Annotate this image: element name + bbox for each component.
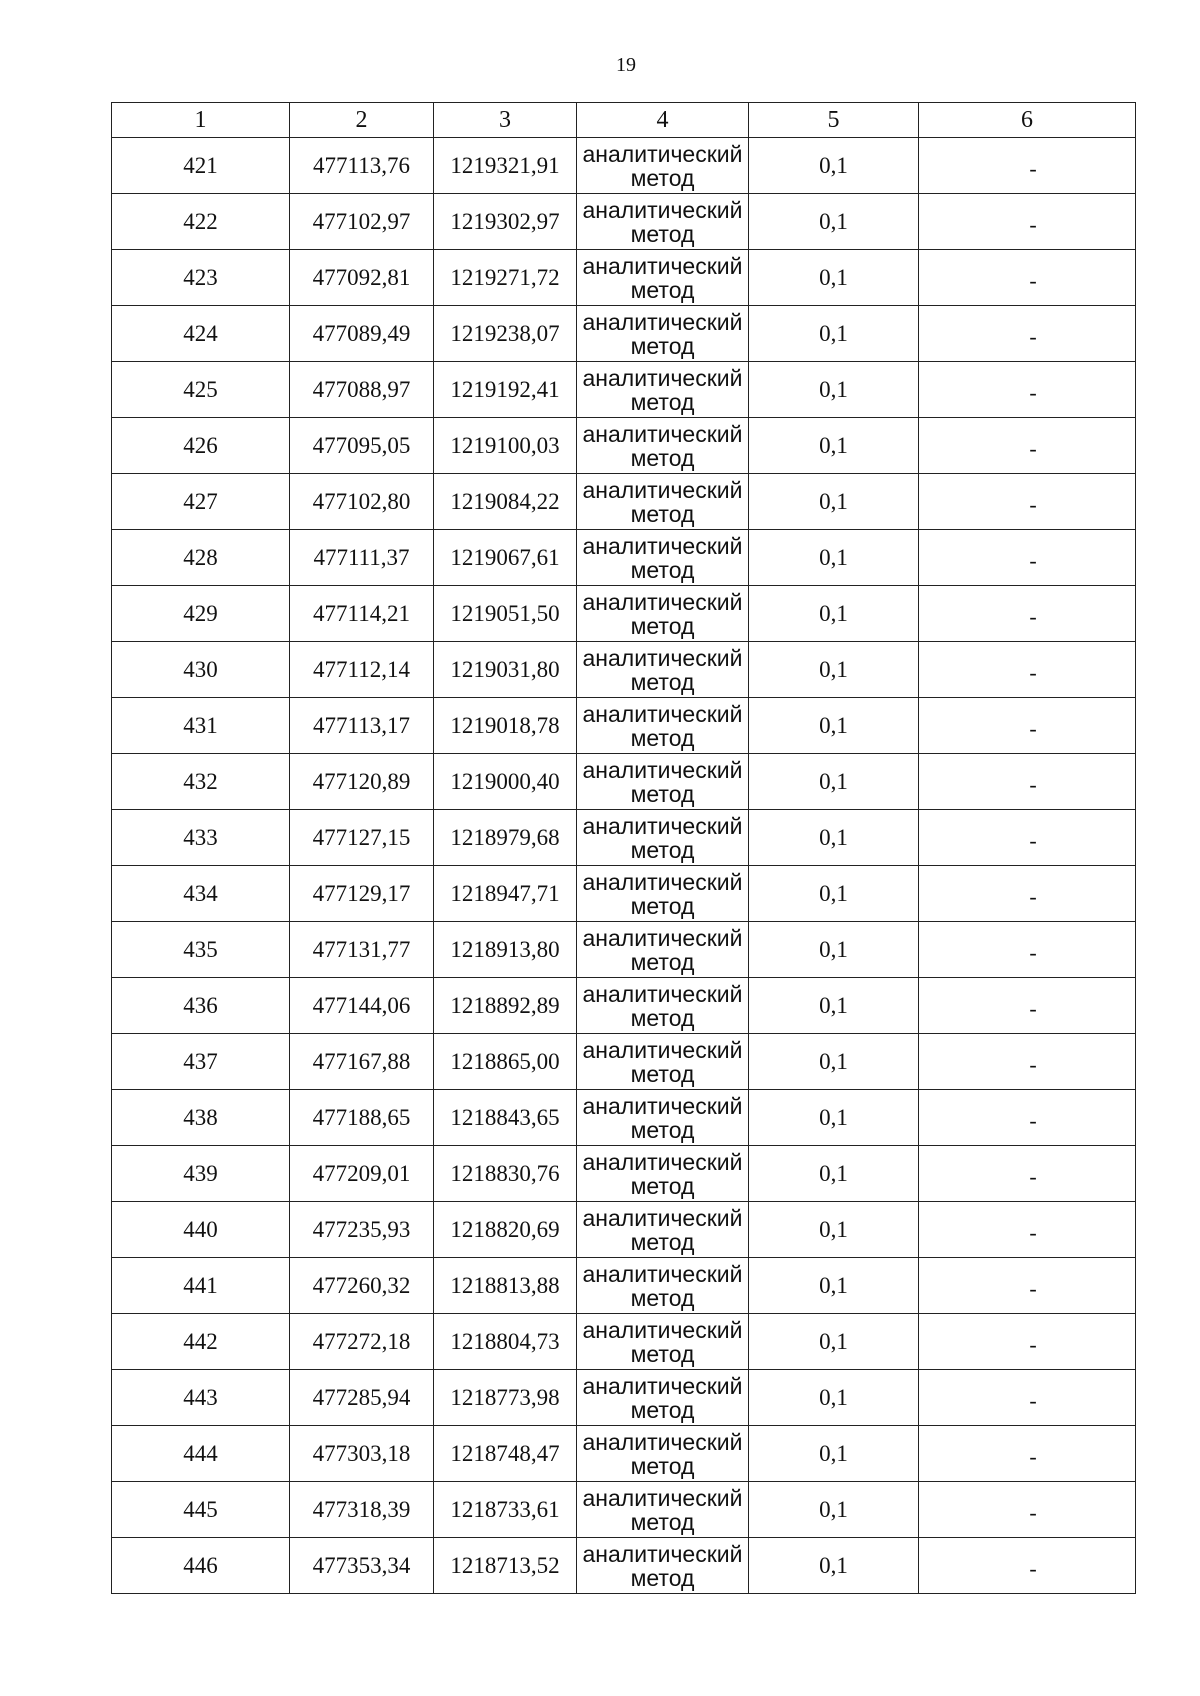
note-text: - [1029,1499,1037,1525]
method-line-1: аналитический [582,196,743,223]
method-line-1: аналитический [582,140,743,167]
method-line-1: аналитический [582,420,743,447]
method-line-2: метод [630,612,695,639]
method-cell [577,194,749,250]
method-line-2: метод [630,276,695,303]
table-row [112,1202,1136,1258]
y-coordinate-cell: 1218773,98 [434,1370,577,1426]
table-row [112,1482,1136,1538]
method-cell [577,306,749,362]
note-cell [919,1482,1136,1538]
method-cell [577,530,749,586]
x-coordinate-cell: 477129,17 [290,866,434,922]
method-line-2: метод [630,1340,695,1367]
accuracy-cell: 0,1 [749,1146,919,1202]
method-line-2: метод [630,836,695,863]
method-cell [577,922,749,978]
method-line-1: аналитический [582,1260,743,1287]
method-cell [577,866,749,922]
accuracy-cell: 0,1 [749,194,919,250]
note-cell [919,1090,1136,1146]
y-coordinate-cell: 1219051,50 [434,586,577,642]
method-line-2: метод [630,1004,695,1031]
note-text: - [1029,995,1037,1021]
method-line-1: аналитический [582,308,743,335]
method-cell [577,1146,749,1202]
accuracy-cell: 0,1 [749,1090,919,1146]
accuracy-cell: 0,1 [749,698,919,754]
note-cell [919,418,1136,474]
table-header-row [112,103,1136,138]
table-row [112,1146,1136,1202]
table-row [112,194,1136,250]
method-line-2: метод [630,1172,695,1199]
x-coordinate-cell: 477285,94 [290,1370,434,1426]
note-cell [919,978,1136,1034]
table-row [112,306,1136,362]
method-cell [577,1370,749,1426]
method-line-1: аналитический [582,868,743,895]
y-coordinate-cell: 1219238,07 [434,306,577,362]
point-number-cell: 445 [112,1482,290,1538]
method-cell [577,978,749,1034]
note-cell [919,194,1136,250]
note-text: - [1029,771,1037,797]
note-text: - [1029,715,1037,741]
point-number-cell: 428 [112,530,290,586]
accuracy-cell: 0,1 [749,250,919,306]
note-text: - [1029,547,1037,573]
coordinates-table [111,102,1136,1594]
y-coordinate-cell: 1218830,76 [434,1146,577,1202]
x-coordinate-cell: 477353,34 [290,1538,434,1594]
point-number-cell: 444 [112,1426,290,1482]
note-cell [919,698,1136,754]
y-coordinate-cell: 1218813,88 [434,1258,577,1314]
table-row [112,1538,1136,1594]
point-number-cell: 425 [112,362,290,418]
y-coordinate-cell: 1219271,72 [434,250,577,306]
y-coordinate-cell: 1218820,69 [434,1202,577,1258]
point-number-cell: 437 [112,1034,290,1090]
accuracy-cell: 0,1 [749,530,919,586]
method-line-2: метод [630,220,695,247]
table-row [112,1090,1136,1146]
method-cell [577,418,749,474]
method-line-2: метод [630,1452,695,1479]
method-cell [577,642,749,698]
table-row [112,474,1136,530]
x-coordinate-cell: 477303,18 [290,1426,434,1482]
method-line-2: метод [630,892,695,919]
method-line-2: метод [630,948,695,975]
x-coordinate-cell: 477092,81 [290,250,434,306]
note-cell [919,474,1136,530]
accuracy-cell: 0,1 [749,1202,919,1258]
note-cell [919,1258,1136,1314]
table-row [112,1426,1136,1482]
note-cell [919,1146,1136,1202]
point-number-cell: 423 [112,250,290,306]
table-row [112,530,1136,586]
note-text: - [1029,491,1037,517]
x-coordinate-cell: 477089,49 [290,306,434,362]
method-line-2: метод [630,1284,695,1311]
accuracy-cell: 0,1 [749,754,919,810]
y-coordinate-cell: 1218748,47 [434,1426,577,1482]
accuracy-cell: 0,1 [749,362,919,418]
accuracy-cell: 0,1 [749,418,919,474]
method-line-1: аналитический [582,700,743,727]
x-coordinate-cell: 477144,06 [290,978,434,1034]
method-line-2: метод [630,1508,695,1535]
method-line-2: метод [630,1060,695,1087]
method-line-1: аналитический [582,1148,743,1175]
x-coordinate-cell: 477272,18 [290,1314,434,1370]
note-cell [919,1202,1136,1258]
note-text: - [1029,379,1037,405]
x-coordinate-cell: 477113,76 [290,138,434,194]
accuracy-cell: 0,1 [749,1314,919,1370]
table-row [112,418,1136,474]
note-text: - [1029,1387,1037,1413]
point-number-cell: 443 [112,1370,290,1426]
point-number-cell: 430 [112,642,290,698]
method-cell [577,474,749,530]
table-row [112,642,1136,698]
y-coordinate-cell: 1219067,61 [434,530,577,586]
method-cell [577,1034,749,1090]
point-number-cell: 429 [112,586,290,642]
point-number-cell: 427 [112,474,290,530]
note-text: - [1029,1051,1037,1077]
accuracy-cell: 0,1 [749,922,919,978]
table-row [112,978,1136,1034]
y-coordinate-cell: 1218804,73 [434,1314,577,1370]
column-header: 4 [577,103,749,138]
method-line-1: аналитический [582,924,743,951]
method-cell [577,1538,749,1594]
accuracy-cell: 0,1 [749,1034,919,1090]
accuracy-cell: 0,1 [749,586,919,642]
note-text: - [1029,155,1037,181]
method-line-2: метод [630,1228,695,1255]
accuracy-cell: 0,1 [749,1482,919,1538]
note-text: - [1029,603,1037,629]
note-text: - [1029,1331,1037,1357]
method-line-1: аналитический [582,532,743,559]
method-line-1: аналитический [582,812,743,839]
method-line-1: аналитический [582,588,743,615]
point-number-cell: 440 [112,1202,290,1258]
note-text: - [1029,827,1037,853]
y-coordinate-cell: 1219000,40 [434,754,577,810]
method-line-1: аналитический [582,1092,743,1119]
accuracy-cell: 0,1 [749,1426,919,1482]
method-line-1: аналитический [582,1484,743,1511]
x-coordinate-cell: 477318,39 [290,1482,434,1538]
table-row [112,138,1136,194]
method-line-2: метод [630,556,695,583]
x-coordinate-cell: 477102,97 [290,194,434,250]
table-row [112,866,1136,922]
method-line-1: аналитический [582,644,743,671]
y-coordinate-cell: 1219018,78 [434,698,577,754]
method-line-1: аналитический [582,1316,743,1343]
method-line-1: аналитический [582,364,743,391]
note-cell [919,866,1136,922]
method-line-2: метод [630,444,695,471]
x-coordinate-cell: 477114,21 [290,586,434,642]
note-text: - [1029,1163,1037,1189]
note-text: - [1029,1107,1037,1133]
method-line-2: метод [630,724,695,751]
method-line-2: метод [630,1396,695,1423]
point-number-cell: 421 [112,138,290,194]
note-text: - [1029,883,1037,909]
note-cell [919,138,1136,194]
note-text: - [1029,1219,1037,1245]
table-row [112,1314,1136,1370]
note-text: - [1029,939,1037,965]
accuracy-cell: 0,1 [749,1258,919,1314]
note-cell [919,530,1136,586]
table-row [112,698,1136,754]
x-coordinate-cell: 477235,93 [290,1202,434,1258]
method-line-2: метод [630,1116,695,1143]
y-coordinate-cell: 1219321,91 [434,138,577,194]
point-number-cell: 432 [112,754,290,810]
y-coordinate-cell: 1218913,80 [434,922,577,978]
method-line-1: аналитический [582,252,743,279]
point-number-cell: 434 [112,866,290,922]
method-cell [577,754,749,810]
method-cell [577,1258,749,1314]
method-line-1: аналитический [582,1540,743,1567]
y-coordinate-cell: 1218713,52 [434,1538,577,1594]
x-coordinate-cell: 477088,97 [290,362,434,418]
y-coordinate-cell: 1219084,22 [434,474,577,530]
point-number-cell: 424 [112,306,290,362]
method-line-1: аналитический [582,1036,743,1063]
note-text: - [1029,267,1037,293]
y-coordinate-cell: 1218733,61 [434,1482,577,1538]
column-header: 5 [749,103,919,138]
x-coordinate-cell: 477188,65 [290,1090,434,1146]
method-line-2: метод [630,332,695,359]
point-number-cell: 442 [112,1314,290,1370]
method-cell [577,1202,749,1258]
note-text: - [1029,1275,1037,1301]
method-cell [577,250,749,306]
method-cell [577,1426,749,1482]
point-number-cell: 438 [112,1090,290,1146]
note-cell [919,1538,1136,1594]
method-cell [577,1314,749,1370]
note-cell [919,922,1136,978]
y-coordinate-cell: 1219031,80 [434,642,577,698]
method-cell [577,586,749,642]
note-cell [919,586,1136,642]
note-text: - [1029,659,1037,685]
note-cell [919,1314,1136,1370]
x-coordinate-cell: 477127,15 [290,810,434,866]
point-number-cell: 439 [112,1146,290,1202]
y-coordinate-cell: 1219192,41 [434,362,577,418]
note-cell [919,362,1136,418]
point-number-cell: 433 [112,810,290,866]
table-row [112,810,1136,866]
method-cell [577,138,749,194]
x-coordinate-cell: 477113,17 [290,698,434,754]
accuracy-cell: 0,1 [749,642,919,698]
y-coordinate-cell: 1219302,97 [434,194,577,250]
method-line-1: аналитический [582,980,743,1007]
accuracy-cell: 0,1 [749,1370,919,1426]
note-text: - [1029,435,1037,461]
accuracy-cell: 0,1 [749,474,919,530]
point-number-cell: 431 [112,698,290,754]
method-cell [577,362,749,418]
method-line-1: аналитический [582,756,743,783]
note-cell [919,250,1136,306]
method-line-2: метод [630,1564,695,1591]
table-row [112,1258,1136,1314]
method-line-2: метод [630,668,695,695]
y-coordinate-cell: 1218892,89 [434,978,577,1034]
accuracy-cell: 0,1 [749,138,919,194]
table-row [112,362,1136,418]
method-cell [577,698,749,754]
accuracy-cell: 0,1 [749,866,919,922]
x-coordinate-cell: 477111,37 [290,530,434,586]
x-coordinate-cell: 477209,01 [290,1146,434,1202]
x-coordinate-cell: 477095,05 [290,418,434,474]
page-number: 19 [616,54,636,76]
table-row [112,1370,1136,1426]
point-number-cell: 436 [112,978,290,1034]
column-header: 2 [290,103,434,138]
point-number-cell: 441 [112,1258,290,1314]
table-row [112,586,1136,642]
accuracy-cell: 0,1 [749,810,919,866]
note-cell [919,810,1136,866]
table-row [112,754,1136,810]
method-cell [577,810,749,866]
note-text: - [1029,323,1037,349]
note-text: - [1029,1555,1037,1581]
point-number-cell: 446 [112,1538,290,1594]
table-row [112,1034,1136,1090]
y-coordinate-cell: 1218865,00 [434,1034,577,1090]
point-number-cell: 422 [112,194,290,250]
point-number-cell: 426 [112,418,290,474]
note-text: - [1029,211,1037,237]
note-cell [919,754,1136,810]
x-coordinate-cell: 477120,89 [290,754,434,810]
method-line-1: аналитический [582,1428,743,1455]
table-row [112,250,1136,306]
note-text: - [1029,1443,1037,1469]
x-coordinate-cell: 477102,80 [290,474,434,530]
method-line-1: аналитический [582,1372,743,1399]
method-cell [577,1482,749,1538]
x-coordinate-cell: 477131,77 [290,922,434,978]
method-cell [577,1090,749,1146]
method-line-1: аналитический [582,476,743,503]
accuracy-cell: 0,1 [749,978,919,1034]
method-line-1: аналитический [582,1204,743,1231]
x-coordinate-cell: 477167,88 [290,1034,434,1090]
column-header: 1 [112,103,290,138]
method-line-2: метод [630,500,695,527]
note-cell [919,642,1136,698]
column-header: 6 [919,103,1136,138]
x-coordinate-cell: 477112,14 [290,642,434,698]
method-line-2: метод [630,164,695,191]
y-coordinate-cell: 1218947,71 [434,866,577,922]
y-coordinate-cell: 1219100,03 [434,418,577,474]
method-line-2: метод [630,780,695,807]
method-line-2: метод [630,388,695,415]
accuracy-cell: 0,1 [749,306,919,362]
accuracy-cell: 0,1 [749,1538,919,1594]
x-coordinate-cell: 477260,32 [290,1258,434,1314]
note-cell [919,306,1136,362]
y-coordinate-cell: 1218843,65 [434,1090,577,1146]
column-header: 3 [434,103,577,138]
note-cell [919,1034,1136,1090]
note-cell [919,1370,1136,1426]
table-row [112,922,1136,978]
point-number-cell: 435 [112,922,290,978]
note-cell [919,1426,1136,1482]
y-coordinate-cell: 1218979,68 [434,810,577,866]
